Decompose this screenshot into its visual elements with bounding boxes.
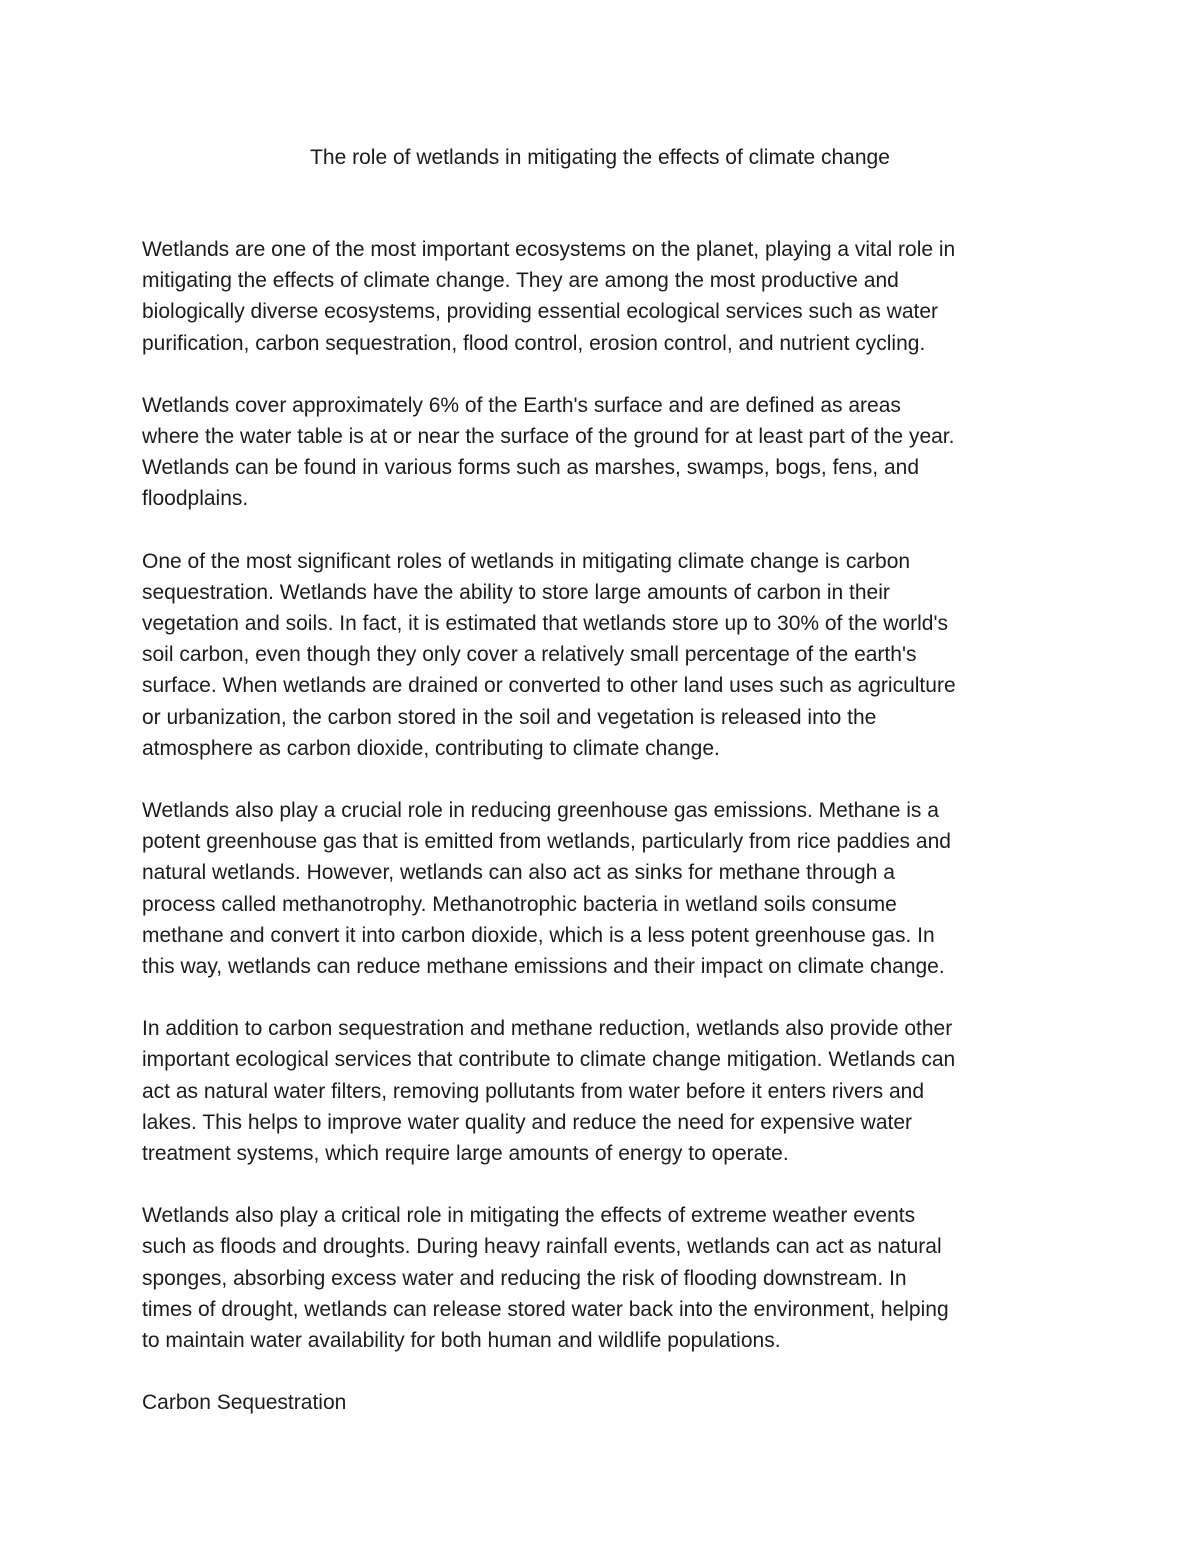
paragraph-services	[142, 1013, 1064, 1169]
paragraph-line: act as natural water filters, removing pollutants from water before it enters rivers and	[142, 1079, 925, 1103]
paragraph-line: methane and convert it into carbon dioxide, which is a less potent greenhouse gas. In	[142, 923, 935, 947]
paragraph-line: times of drought, wetlands can release stored water back into the environment, helping	[142, 1297, 949, 1321]
paragraph-line: sponges, absorbing excess water and reducing the risk of flooding downstream. In	[142, 1266, 907, 1290]
section-heading: Carbon Sequestration	[142, 1391, 347, 1415]
paragraph-line: atmosphere as carbon dioxide, contributing to climate change.	[142, 736, 720, 760]
paragraph-line: or urbanization, the carbon stored in the soil and vegetation is released into the	[142, 705, 877, 729]
paragraph-coverage	[142, 390, 1064, 515]
paragraph-line: In addition to carbon sequestration and methane reduction, wetlands also provide other	[142, 1017, 953, 1041]
document-body	[142, 234, 1064, 1418]
paragraph-line: biologically diverse ecosystems, providing essential ecological services such as water	[142, 300, 939, 324]
paragraph-line: vegetation and soils. In fact, it is estimated that wetlands store up to 30% of the world's	[142, 612, 948, 636]
paragraph-weather	[142, 1200, 1064, 1356]
paragraph-intro	[142, 234, 1064, 359]
paragraph-line: soil carbon, even though they only cover a relatively small percentage of the earth's	[142, 643, 917, 667]
paragraph-line: purification, carbon sequestration, flood control, erosion control, and nutrient cycling.	[142, 331, 926, 355]
paragraph-line: surface. When wetlands are drained or converted to other land uses such as agriculture	[142, 674, 956, 698]
paragraph-line: Wetlands cover approximately 6% of the Earth's surface and are defined as areas	[142, 393, 901, 417]
paragraph-line: floodplains.	[142, 487, 249, 511]
paragraph-line: potent greenhouse gas that is emitted from wetlands, particularly from rice paddies and	[142, 830, 951, 854]
paragraph-line: lakes. This helps to improve water quality and reduce the need for expensive water	[142, 1110, 913, 1134]
document-title: The role of wetlands in mitigating the effects of climate change	[310, 146, 890, 169]
paragraph-line: process called methanotrophy. Methanotrophic bacteria in wetland soils consume	[142, 892, 897, 916]
paragraph-line: Wetlands can be found in various forms such as marshes, swamps, bogs, fens, and	[142, 456, 919, 480]
paragraph-line: natural wetlands. However, wetlands can also act as sinks for methane through a	[142, 861, 895, 885]
paragraph-line: to maintain water availability for both human and wildlife populations.	[142, 1329, 781, 1353]
paragraph-line: One of the most significant roles of wetlands in mitigating climate change is carbon	[142, 549, 911, 573]
paragraph-line: such as floods and droughts. During heavy rainfall events, wetlands can act as natural	[142, 1235, 942, 1259]
paragraph-line: Wetlands also play a critical role in mitigating the effects of extreme weather events	[142, 1204, 916, 1228]
paragraph-line: where the water table is at or near the surface of the ground for at least part of the year.	[142, 425, 955, 449]
paragraph-line: treatment systems, which require large amounts of energy to operate.	[142, 1142, 789, 1166]
paragraph-line: mitigating the effects of climate change. They are among the most productive and	[142, 269, 899, 293]
paragraph-methane	[142, 795, 1064, 982]
paragraph-line: Wetlands are one of the most important ecosystems on the planet, playing a vital role in	[142, 238, 956, 261]
paragraph-carbon	[142, 546, 1064, 764]
paragraph-line: Wetlands also play a crucial role in reducing greenhouse gas emissions. Methane is a	[142, 799, 939, 823]
paragraph-line: sequestration. Wetlands have the ability to store large amounts of carbon in their	[142, 580, 890, 604]
paragraph-line: this way, wetlands can reduce methane emissions and their impact on climate change.	[142, 955, 945, 979]
paragraph-line: important ecological services that contribute to climate change mitigation. Wetlands can	[142, 1048, 956, 1072]
